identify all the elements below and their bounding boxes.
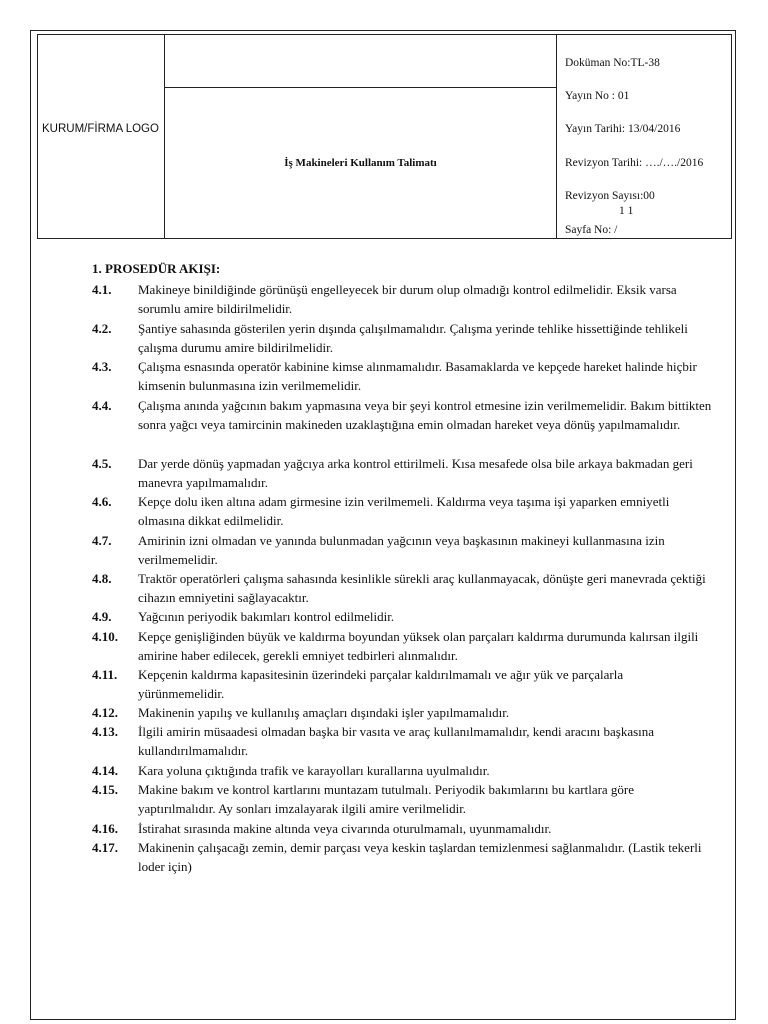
item-text: Makineye binildiğinde görünüşü engelleyecek bir durum olup olmadığı kontrol edilmelidir. Eksik varsa sorumlu amire bildirilmelidir. [138,282,677,316]
item-number: 4.10. [92,629,118,644]
item-text: Çalışma esnasında operatör kabinine kimse alınmamalıdır. Basamaklarda ve kepçede hareket halinde hiçbir kimsenin bulunmasına izin verilmemelidir. [138,359,697,393]
item-text: İstirahat sırasında makine altında veya civarında oturulmamalı, uyunmamalıdır. [138,821,552,836]
item-number: 4.12. [92,705,118,720]
header-blank-cell [165,35,557,88]
item-number: 4.7. [92,533,112,548]
item-number: 4.13. [92,724,118,739]
item-number: 4.3. [92,359,112,374]
issue-date: Yayın Tarihi: 13/04/2016 [565,123,681,135]
item-text: Dar yerde dönüş yapmadan yağcıya arka kontrol ettirilmeli. Kısa mesafede olsa bile arkaya bakmadan geri manevra yapılmamalıdır. [138,456,693,490]
item-number: 4.16. [92,821,118,836]
item-number: 4.5. [92,456,112,471]
item-text: Kara yoluna çıktığında trafik ve karayolları kurallarına uyulmalıdır. [138,763,490,778]
item-number: 4.9. [92,609,112,624]
title-cell [165,88,557,238]
item-number: 4.8. [92,571,112,586]
page-count-digits: 1 1 [619,205,634,217]
item-text: Makinenin yapılış ve kullanılış amaçları dışındaki işler yapılmamalıdır. [138,705,510,720]
item-number: 4.11. [92,667,118,682]
document-header-table [37,34,732,239]
revision-date: Revizyon Tarihi: …./…./2016 [565,157,704,169]
logo-cell [38,35,165,238]
item-text: Amirinin izni olmadan ve yanında bulunmadan yağcının veya başkasının makineyi kullanmasına izin verilmemelidir. [138,533,665,567]
item-text: Traktör operatörleri çalışma sahasında kesinlikle sürekli araç kullanmayacak, dönüşte geri manevrada çektiği cihazın emniyetini sağlayacaktır. [138,571,706,605]
document-title: İş Makineleri Kullanım Talimatı [284,157,437,169]
section-title: 1. PROSEDÜR AKIŞI: [92,261,221,276]
item-text: Makine bakım ve kontrol kartlarını muntazam tutulmalı. Periyodik bakımlarını bu kartlara göre yaptırılmalıdır. Ay sonları imzalayarak ilgili amire verilmelidir. [138,782,635,816]
item-text: Kepçe genişliğinden büyük ve kaldırma boyundan yüksek olan parçaları kaldırma durumunda kalırsan ilgili amirine haber edilecek, gerekli emniyet tedbirleri alınmalıdır. [138,629,699,663]
doc-number: Doküman No:TL-38 [565,57,660,69]
page-number: Sayfa No: / [565,224,618,236]
item-number: 4.17. [92,840,118,855]
item-text: Kepçe dolu iken altına adam girmesine izin verilmemeli. Kaldırma veya taşıma işi yaparken emniyetli olmasına dikkat edilmelidir. [138,494,670,528]
revision-number: Revizyon Sayısı:00 [565,190,655,202]
item-number: 4.2. [92,321,112,336]
item-text: Kepçenin kaldırma kapasitesinin üzerindeki parçalar kaldırılmamalı ve ağır yük ve parçalarla yürünmemelidir. [138,667,624,701]
item-text: Şantiye sahasında gösterilen yerin dışında çalışılmamalıdır. Çalışma yerinde tehlike hissettiğinde tehlikeli çalışma durumu amire bildirilmelidir. [138,321,688,355]
item-number: 4.1. [92,282,112,297]
item-text: İlgili amirin müsaadesi olmadan başka bir vasıta ve araç kullanılmamalıdır, kendi aracını başkasına kullandırılmamalıdır. [138,724,655,758]
item-number: 4.14. [92,763,118,778]
document-metadata [557,35,731,238]
item-number: 4.6. [92,494,112,509]
company-logo-placeholder: KURUM/FİRMA LOGO [42,123,159,135]
issue-number: Yayın No : 01 [565,90,630,102]
item-number: 4.4. [92,398,112,413]
item-text: Yağcının periyodik bakımları kontrol edilmelidir. [138,609,395,624]
item-number: 4.15. [92,782,118,797]
item-text: Makinenin çalışacağı zemin, demir parçası veya keskin taşlardan temizlenmesi sağlanmalıdır. (Lastik tekerli loder için) [138,840,702,874]
item-text: Çalışma anında yağcının bakım yapmasına veya bir şeyi kontrol etmesine izin verilmemelidir. Bakım bittikten sonra yağcı veya tamircinin makineden uzaklaştığına emin olmadan hareket veya dönüş yapılmamalıdır. [138,398,712,432]
